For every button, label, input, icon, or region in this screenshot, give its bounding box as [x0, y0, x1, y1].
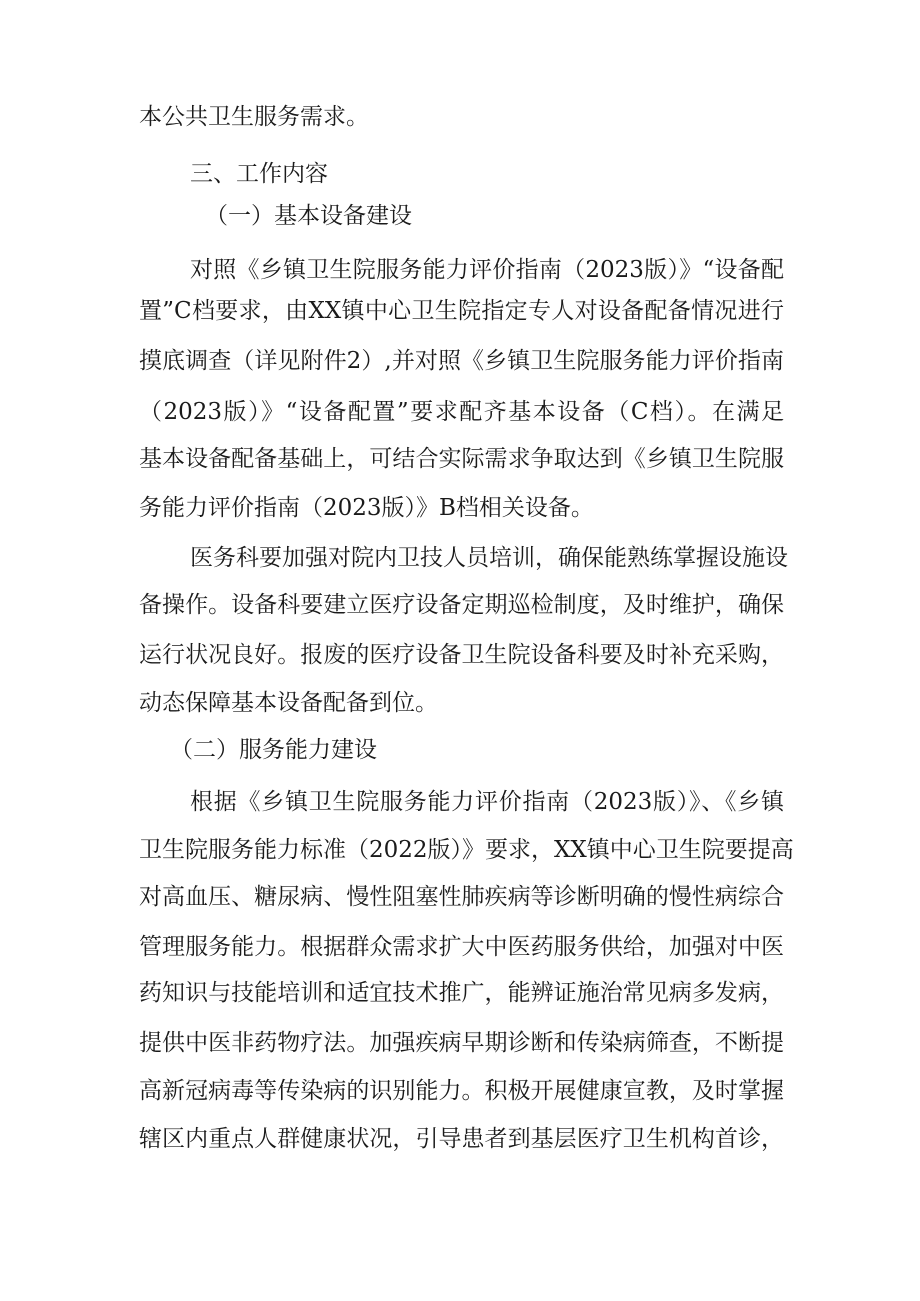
paragraph-line: 动态保障基本设备配备到位。: [139, 690, 438, 716]
paragraph-continuation-line: 本公共卫生服务需求。: [139, 104, 369, 130]
paragraph-line: 置”C档要求，由XX镇中心卫生院指定专人对设备配备情况进行: [139, 298, 784, 324]
paragraph-line: 管理服务能力。根据群众需求扩大中医药服务供给，加强对中医: [139, 934, 784, 960]
paragraph-line: 务能力评价指南（2023版）》B档相关设备。: [139, 495, 594, 521]
paragraph-line: 药知识与技能培训和适宜技术推广，能辨证施治常见病多发病，: [139, 980, 784, 1006]
paragraph-line: 摸底调查（详见附件2）,并对照《乡镇卫生院服务能力评价指南: [139, 348, 784, 374]
paragraph-line: （2023版）》“设备配置”要求配齐基本设备（C档）。在满足: [139, 399, 784, 425]
paragraph-line: 根据《乡镇卫生院服务能力评价指南（2023版）》、《乡镇: [190, 789, 784, 815]
subsection-heading: （一）基本设备建设: [205, 203, 412, 229]
section-heading: 三、工作内容: [190, 161, 328, 187]
paragraph-line: 提供中医非药物疗法。加强疾病早期诊断和传染病筛查，不断提: [139, 1030, 784, 1056]
paragraph-line: 卫生院服务能力标准（2022版）》要求，XX镇中心卫生院要提高: [139, 837, 794, 863]
paragraph-line: 对高血压、糖尿病、慢性阻塞性肺疾病等诊断明确的慢性病综合: [139, 884, 784, 910]
paragraph-line: 辖区内重点人群健康状况，引导患者到基层医疗卫生机构首诊，: [139, 1126, 784, 1152]
paragraph-line: 备操作。设备科要建立医疗设备定期巡检制度，及时维护，确保: [139, 592, 784, 618]
paragraph-line: 对照《乡镇卫生院服务能力评价指南（2023版）》“设备配: [190, 257, 784, 283]
paragraph-line: 高新冠病毒等传染病的识别能力。积极开展健康宣教，及时掌握: [139, 1078, 784, 1104]
paragraph-line: 医务科要加强对院内卫技人员培训，确保能熟练掌握设施设: [190, 545, 788, 571]
subsection-heading: （二）服务能力建设: [170, 737, 377, 763]
paragraph-line: 基本设备配备基础上，可结合实际需求争取达到《乡镇卫生院服: [139, 446, 784, 472]
paragraph-line: 运行状况良好。报废的医疗设备卫生院设备科要及时补充采购，: [139, 642, 784, 668]
